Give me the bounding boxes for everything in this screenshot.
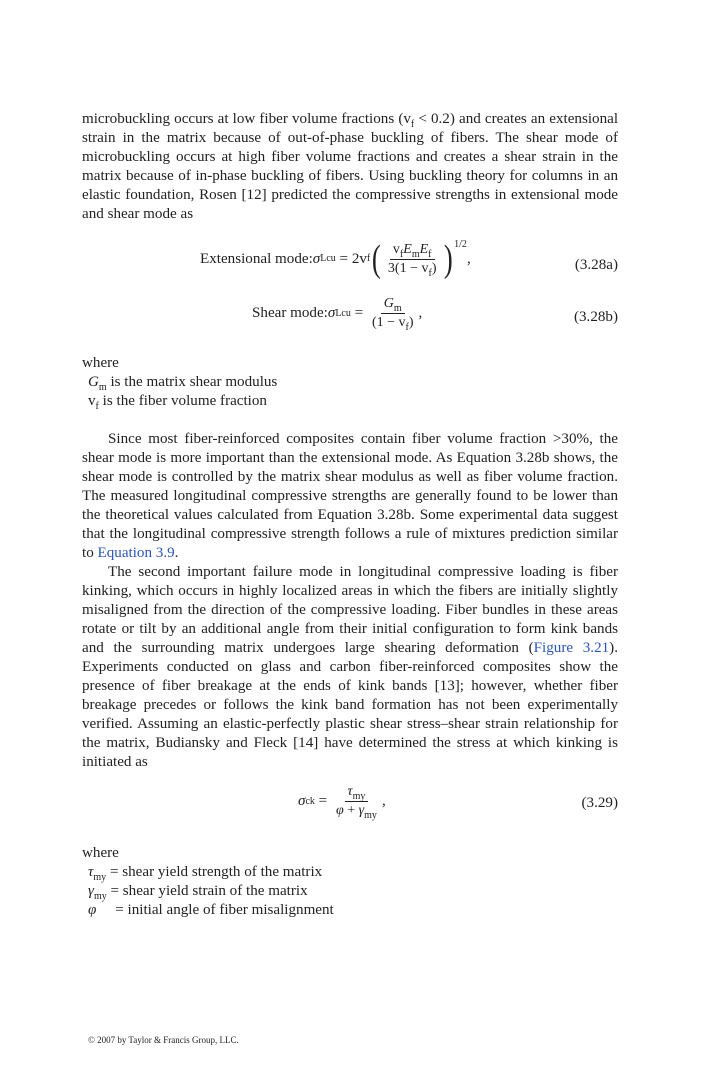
- where-2: where: [82, 845, 119, 861]
- definitions-2: [88, 863, 618, 920]
- where-1: where: [82, 355, 119, 371]
- copyright-footer: © 2007 by Taylor & Francis Group, LLC.: [88, 1035, 239, 1045]
- main-text: [82, 110, 618, 920]
- eq2-number: (3.28b): [573, 309, 618, 325]
- equation-3-29: σ ck = $\frac{\tau_{my}}{\varphi + \gamma_{my}}$ , (3.29): [298, 784, 618, 821]
- paragraph-2: Since most fiber-reinforced composites contain fiber volume fraction >30%, the shear mode is more important than the extensional mode. As Equation 3.28b shows, the shear mode is controlled by the matrix shear modulus as well as fiber volume fraction. The measured longitudinal compressive strengths are generally found to be lower than the theoretical values calculated from Equation 3.28b. Some experimental data suggest that the longitudinal compressive strength follows a rule of mixtures prediction similar to Equation 3.9.: [82, 431, 618, 561]
- def-gamma: $\gamma_{my}$ = shear yield strain of the matrix: [88, 883, 308, 903]
- eq3-number: (3.29): [581, 795, 618, 811]
- def-vf: $v_f$ is the fiber volume fraction: [88, 393, 267, 413]
- equation-3-9-link[interactable]: Equation 3.9: [97, 545, 175, 561]
- equation-3-28a: Extensional mode: σ Lcu = 2v f ( $\frac{v_fE_mE_f}{3(1 - v_f)}$ ) $^{1/2}$ , (3.28a): [200, 238, 618, 280]
- def-gm: $G_m$ is the matrix shear modulus: [88, 374, 278, 394]
- paragraph-3: The second important failure mode in longitudinal compressive loading is fiber kinking, which occurs in highly localized areas in which the fibers are initially slightly misaligned from the direction of the compressive loading. Fiber bundles in these areas rotate or tilt by an additional angle from their initial configuration to form kink bands and the surrounding matrix undergoes large shearing deformation (Figure 3.21). Experiments conducted on glass and carbon fiber-reinforced composites show the presence of fiber breakage at the ends of kink bands [13]; however, whether fiber breakage precedes or follows the kink band formation has not been experimentally verified. Assuming an elastic-perfectly plastic shear stress–shear strain relationship for the matrix, Budiansky and Fleck [14] have determined the stress at which kinking is initiated as: [82, 564, 618, 770]
- equation-3-28b: Shear mode: σ Lcu = $\frac{G_m}{(1 - v_f)}$ , (3.28b): [252, 296, 618, 333]
- eq1-number: (3.28a): [574, 257, 618, 273]
- def-phi: φ = initial angle of fiber misalignment: [88, 902, 334, 918]
- def-tau: $\tau_{my}$ = shear yield strength of the matrix: [88, 864, 323, 884]
- eq2-label: Shear mode:: [252, 305, 328, 321]
- definitions-1: [88, 373, 618, 411]
- figure-3-21-link[interactable]: Figure 3.21: [533, 640, 610, 656]
- eq1-label: Extensional mode:: [200, 250, 313, 267]
- paragraph-1: microbuckling occurs at low fiber volume fractions $(v_f < 0.2)$ and creates an extensional strain in the matrix because of out-of-phase buckling of fibers. The shear mode of microbuckling occurs at high fiber volume fractions and creates a shear strain in the matrix because of in-phase buckling of fibers. Using buckling theory for columns in an elastic foundation, Rosen [12] predicted the compressive strengths in extensional mode and shear mode as: [82, 111, 619, 222]
